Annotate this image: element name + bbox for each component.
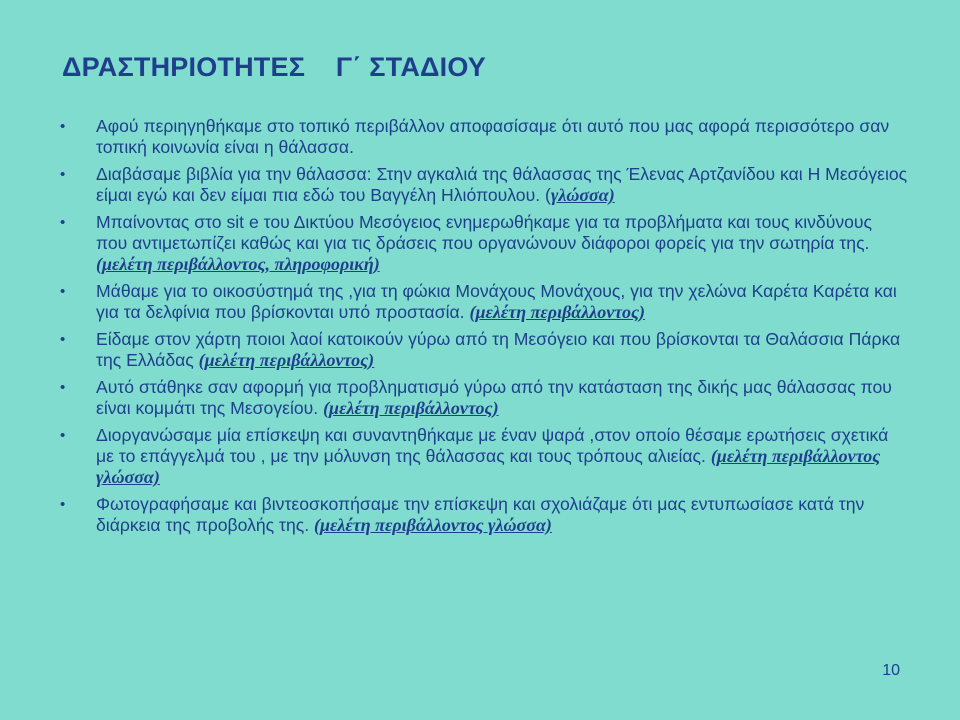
bullet-dot-icon: • bbox=[60, 166, 66, 183]
subject-tag: γλώσσα) bbox=[550, 185, 615, 205]
bullet-dot-icon: • bbox=[60, 118, 66, 135]
subject-tag: (μελέτη περιβάλλοντος γλώσσα) bbox=[314, 515, 552, 535]
bullet-dot-icon: • bbox=[60, 214, 66, 231]
bullet-text: Είδαμε στον χάρτη ποιοι λαοί κατοικούν γύρω από τη Μεσόγειο και που βρίσκονται τα Θαλάσσια Πάρκα της Ελλάδας bbox=[96, 329, 901, 370]
slide-title: ΔΡΑΣΤΗΡΙΟΤΗΤΕΣ Γ΄ ΣΤΑΔΙΟΥ bbox=[62, 52, 486, 82]
bullet-text: Μάθαμε για το οικοσύστημά της ,για τη φώκια Μονάχους Μονάχους, για την χελώνα Καρέτα Καρέτα και για τα δελφίνια που βρίσκονται υπό προστασία. bbox=[96, 281, 897, 322]
bullet-dot-icon: • bbox=[60, 331, 66, 348]
bullet-dot-icon: • bbox=[60, 283, 66, 300]
subject-tag: (μελέτη περιβάλλοντος) bbox=[323, 398, 499, 418]
bullet-item-7 bbox=[58, 425, 908, 488]
page-number: 10 bbox=[882, 662, 900, 679]
bullet-text: Φωτογραφήσαμε και βιντεοσκοπήσαμε την επίσκεψη και σχολιάζαμε ότι μας εντυπωσίασε κατά την διάρκεια της προβολής της. bbox=[96, 494, 865, 535]
bullet-text: Διαβάσαμε βιβλία για την θάλασσα: Στην αγκαλιά της θάλασσας της Έλενας Αρτζανίδου και Η Μεσόγειος είμαι εγώ και δεν είμαι πια εδώ του Βαγγέλη Ηλιόπουλου. ( bbox=[96, 164, 908, 205]
subject-tag: (μελέτη περιβάλλοντος) bbox=[469, 302, 645, 322]
bullet-item-1 bbox=[58, 116, 908, 158]
bullet-text: Αφού περιηγηθήκαμε στο τοπικό περιβάλλον αποφασίσαμε ότι αυτό που μας αφορά περισσότερο σαν τοπική κοινωνία είναι η θάλασσα. bbox=[96, 116, 890, 157]
bullet-list bbox=[58, 116, 908, 542]
bullet-dot-icon: • bbox=[60, 379, 66, 396]
subject-tag: (μελέτη περιβάλλοντος γλώσσα) bbox=[96, 446, 881, 487]
bullet-item-2 bbox=[58, 164, 908, 206]
bullet-text: Διοργανώσαμε μία επίσκεψη και συναντηθήκαμε με έναν ψαρά ,στον οποίο θέσαμε ερωτήσεις σχετικά με το επάγγελμά του , με την μόλυνση της θάλασσας και τους τρόπους αλιείας. bbox=[96, 425, 889, 466]
bullet-item-3 bbox=[58, 212, 908, 275]
bullet-item-5 bbox=[58, 329, 908, 371]
bullet-item-8 bbox=[58, 494, 908, 536]
subject-tag: (μελέτη περιβάλλοντος) bbox=[198, 350, 375, 370]
bullet-item-4 bbox=[58, 281, 908, 323]
subject-tag: (μελέτη περιβάλλοντος, πληροφορική) bbox=[96, 254, 380, 274]
bullet-dot-icon: • bbox=[60, 427, 66, 444]
bullet-text: Αυτό στάθηκε σαν αφορμή για προβληματισμό γύρω από την κατάσταση της δικής μας θάλασσας που είναι κομμάτι της Μεσογείου. bbox=[96, 377, 892, 418]
bullet-text: Μπαίνοντας στο sit e του Δικτύου Μεσόγειος ενημερωθήκαμε για τα προβλήματα και τους κινδύνους που αντιμετωπίζει καθώς και για τις δράσεις που οργανώνουν διάφοροι φορείς για την σωτηρία της. bbox=[96, 212, 873, 253]
bullet-dot-icon: • bbox=[60, 496, 66, 513]
bullet-item-6 bbox=[58, 377, 908, 419]
